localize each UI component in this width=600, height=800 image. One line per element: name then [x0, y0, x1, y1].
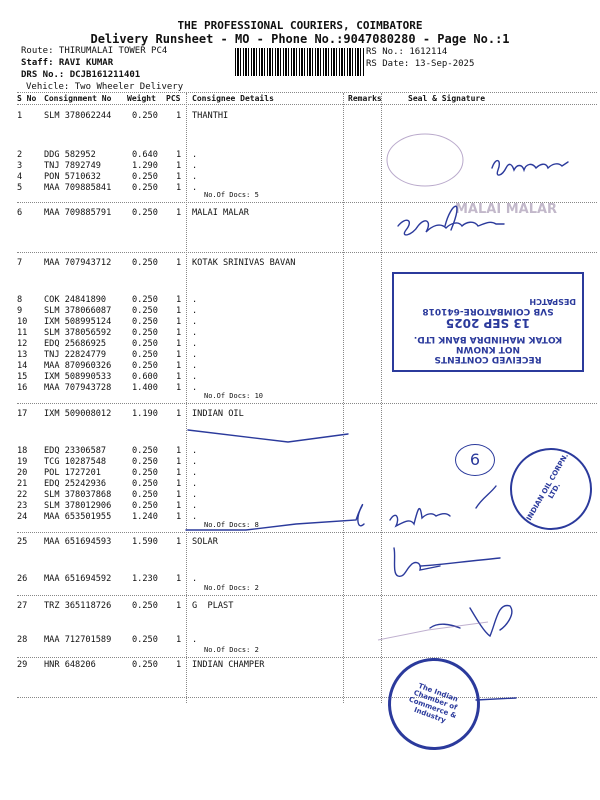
consignee-name: .: [192, 490, 198, 500]
pieces: 1: [176, 512, 182, 522]
consignee-name: .: [192, 479, 198, 489]
pieces: 1: [176, 383, 182, 393]
stamp-date: 13 SEP 2025: [445, 316, 531, 330]
ink-stroke: [476, 698, 516, 700]
weight: 0.250: [132, 339, 158, 349]
weight: 0.250: [132, 317, 158, 327]
circled-number: 6: [455, 444, 495, 476]
row-sno: 28: [17, 635, 28, 645]
weight: 1.230: [132, 574, 158, 584]
consignment-number: IXM 508990533: [44, 372, 112, 382]
row-sno: 27: [17, 601, 28, 611]
row-sno: 18: [17, 446, 28, 456]
consignee-name: .: [192, 361, 198, 371]
consignment-number: TCG 10287548: [44, 457, 107, 467]
consignment-number: EDQ 25242936: [44, 479, 107, 489]
pieces: 1: [176, 295, 182, 305]
pieces: 1: [176, 317, 182, 327]
pieces: 1: [176, 111, 182, 121]
consignment-number: HNR 648206: [44, 660, 96, 670]
stamp-text: INDIAN OIL CORPN. LTD.: [525, 452, 571, 522]
weight: 0.250: [132, 306, 158, 316]
weight: 0.250: [132, 350, 158, 360]
ink-stroke: [188, 430, 348, 442]
pieces: 1: [176, 501, 182, 511]
consignee-name: G PLAST: [192, 601, 234, 611]
row-sno: 12: [17, 339, 28, 349]
weight: 0.250: [132, 601, 158, 611]
weight: 1.240: [132, 512, 158, 522]
signature: [398, 220, 504, 235]
consignee-name: INDIAN OIL: [192, 409, 244, 419]
weight: 0.250: [132, 328, 158, 338]
consignment-number: TNJ 22824779: [44, 350, 107, 360]
consignment-number: MAA 712701589: [44, 635, 112, 645]
pieces: 1: [176, 306, 182, 316]
consignment-number: PON 5710632: [44, 172, 101, 182]
consignee-name: .: [192, 446, 198, 456]
consignee-name: INDIAN CHAMPER: [192, 660, 265, 670]
row-sno: 5: [17, 183, 23, 193]
consignee-name: MALAI MALAR: [192, 208, 249, 218]
consignment-number: DDG 582952: [44, 150, 96, 160]
consignee-name: .: [192, 512, 198, 522]
pieces: 1: [176, 479, 182, 489]
weight: 0.640: [132, 150, 158, 160]
signature: [492, 161, 568, 175]
consignment-number: MAA 707943728: [44, 383, 112, 393]
row-sno: 17: [17, 409, 28, 419]
weight: 1.590: [132, 537, 158, 547]
row-sno: 1: [17, 111, 23, 121]
consignee-name: .: [192, 161, 198, 171]
pieces: 1: [176, 468, 182, 478]
doc-count: No.Of Docs: 10: [204, 392, 264, 400]
weight: 0.250: [132, 660, 158, 670]
row-sno: 10: [17, 317, 28, 327]
row-sno: 13: [17, 350, 28, 360]
weight: 0.250: [132, 501, 158, 511]
consignee-name: .: [192, 339, 198, 349]
consignee-name: .: [192, 150, 198, 160]
drs-line: DRS No.: DCJB161211401: [21, 70, 141, 80]
col-pcs: PCS: [166, 94, 181, 103]
row-sno: 3: [17, 161, 23, 171]
doc-count: No.Of Docs: 8: [204, 521, 259, 529]
row-sno: 15: [17, 372, 28, 382]
row-sno: 22: [17, 490, 28, 500]
rs-date: RS Date: 13-Sep-2025: [366, 59, 475, 69]
pieces: 1: [176, 172, 182, 182]
faded-stamp: [378, 622, 488, 640]
pieces: 1: [176, 328, 182, 338]
row-sno: 9: [17, 306, 23, 316]
row-sno: 19: [17, 457, 28, 467]
consignment-number: SLM 378062244: [44, 111, 112, 121]
consignee-name: .: [192, 372, 198, 382]
consignment-number: SLM 378012906: [44, 501, 112, 511]
col-sno: S No: [17, 94, 37, 103]
consignment-number: EDQ 23306587: [44, 446, 107, 456]
col-consignment: Consignment No: [44, 94, 112, 103]
doc-count: No.Of Docs: 2: [204, 584, 259, 592]
rs-number: RS No.: 1612114: [366, 47, 448, 57]
doc-count: No.Of Docs: 5: [204, 191, 259, 199]
signature: [394, 548, 440, 576]
consignee-name: .: [192, 383, 198, 393]
weight: 0.250: [132, 208, 158, 218]
pieces: 1: [176, 339, 182, 349]
row-sno: 24: [17, 512, 28, 522]
col-consignee: Consignee Details: [192, 94, 274, 103]
consignment-number: MAA 653501955: [44, 512, 112, 522]
weight: 0.250: [132, 457, 158, 467]
consignment-number: SLM 378066087: [44, 306, 112, 316]
weight: 0.250: [132, 635, 158, 645]
consignee-name: SOLAR: [192, 537, 218, 547]
pieces: 1: [176, 183, 182, 193]
row-sno: 7: [17, 258, 23, 268]
consignment-number: MAA 707943712: [44, 258, 112, 268]
consignee-name: .: [192, 295, 198, 305]
col-remarks: Remarks: [348, 94, 382, 103]
weight: 0.250: [132, 172, 158, 182]
doc-count: No.Of Docs: 2: [204, 646, 259, 654]
weight: 1.290: [132, 161, 158, 171]
route-line: Route: THIRUMALAI TOWER PC4: [21, 46, 168, 56]
staff-line: Staff: RAVI KUMAR: [21, 58, 114, 68]
consignment-number: EDQ 25686925: [44, 339, 107, 349]
consignee-name: .: [192, 306, 198, 316]
pieces: 1: [176, 150, 182, 160]
ink-stroke: [186, 505, 364, 530]
consignee-name: .: [192, 468, 198, 478]
weight: 0.250: [132, 111, 158, 121]
weight: 1.400: [132, 383, 158, 393]
row-sno: 20: [17, 468, 28, 478]
weight: 1.190: [132, 409, 158, 419]
consignee-name: .: [192, 501, 198, 511]
pieces: 1: [176, 208, 182, 218]
pieces: 1: [176, 574, 182, 584]
weight: 0.600: [132, 372, 158, 382]
pieces: 1: [176, 372, 182, 382]
pieces: 1: [176, 601, 182, 611]
consignee-name: .: [192, 172, 198, 182]
weight: 0.250: [132, 490, 158, 500]
runsheet-title: Delivery Runsheet - MO - Phone No.:9047080280 - Page No.:1: [90, 32, 510, 46]
consignee-name: .: [192, 574, 198, 584]
weight: 0.250: [132, 295, 158, 305]
ink-stroke: [476, 486, 496, 508]
consignee-name: .: [192, 317, 198, 327]
pieces: 1: [176, 258, 182, 268]
consignee-name: .: [192, 457, 198, 467]
signature: [390, 509, 450, 526]
consignee-name: KOTAK SRINIVAS BAVAN: [192, 258, 296, 268]
row-sno: 8: [17, 295, 23, 305]
consignment-number: MAA 709885791: [44, 208, 112, 218]
pieces: 1: [176, 409, 182, 419]
weight: 0.250: [132, 361, 158, 371]
col-weight: Weight: [127, 94, 156, 103]
weight: 0.250: [132, 183, 158, 193]
row-sno: 16: [17, 383, 28, 393]
consignee-name: .: [192, 183, 198, 193]
consignment-number: SLM 378056592: [44, 328, 112, 338]
vehicle-line: Vehicle: Two Wheeler Delivery: [26, 82, 184, 92]
weight: 0.250: [132, 479, 158, 489]
company-name: THE PROFESSIONAL COURIERS, COIMBATORE: [177, 19, 423, 32]
row-sno: 14: [17, 361, 28, 371]
consignment-number: MAA 870960326: [44, 361, 112, 371]
consignment-number: MAA 651694593: [44, 537, 112, 547]
consignee-name: THANTHI: [192, 111, 229, 121]
consignment-number: IXM 509008012: [44, 409, 112, 419]
pieces: 1: [176, 457, 182, 467]
pieces: 1: [176, 635, 182, 645]
row-sno: 21: [17, 479, 28, 489]
seal-text: The Indian Chamber of Commerce & Industry: [407, 681, 460, 725]
row-sno: 23: [17, 501, 28, 511]
stamp-line: NOT KNOWN: [455, 344, 521, 354]
weight: 0.250: [132, 258, 158, 268]
pieces: 1: [176, 660, 182, 670]
col-seal: Seal & Signature: [408, 94, 486, 103]
pieces: 1: [176, 490, 182, 500]
row-sno: 6: [17, 208, 23, 218]
row-sno: 25: [17, 537, 28, 547]
malai-malar-stamp: MALAI MALAR: [455, 202, 558, 217]
pieces: 1: [176, 350, 182, 360]
row-sno: 29: [17, 660, 28, 670]
signature: [470, 605, 512, 636]
ink-stroke: [420, 558, 500, 566]
pieces: 1: [176, 446, 182, 456]
consignee-name: .: [192, 635, 198, 645]
row-sno: 26: [17, 574, 28, 584]
weight: 0.250: [132, 446, 158, 456]
consignment-number: TRZ 365118726: [44, 601, 112, 611]
pieces: 1: [176, 537, 182, 547]
row-sno: 11: [17, 328, 28, 338]
stamp-line: RECEIVED CONTENTS: [434, 354, 542, 364]
pieces: 1: [176, 161, 182, 171]
row-sno: 2: [17, 150, 23, 160]
stamp-line: KOTAK MAHINDRA BANK LTD.: [413, 334, 563, 344]
faded-stamp: [387, 134, 463, 186]
row-sno: 4: [17, 172, 23, 182]
consignment-number: MAA 709885841: [44, 183, 112, 193]
stamp-line: SVB COIMBATORE-641018: [422, 306, 554, 316]
consignment-number: MAA 651694592: [44, 574, 112, 584]
consignment-number: TNJ 7892749: [44, 161, 101, 171]
pieces: 1: [176, 361, 182, 371]
stamp-line: DESPATCH: [529, 297, 576, 306]
consignment-number: COK 24841890: [44, 295, 107, 305]
consignment-number: IXM 508995124: [44, 317, 112, 327]
consignee-name: .: [192, 350, 198, 360]
weight: 0.250: [132, 468, 158, 478]
consignee-name: .: [192, 328, 198, 338]
consignment-number: POL 1727201: [44, 468, 101, 478]
consignment-number: SLM 378037868: [44, 490, 112, 500]
